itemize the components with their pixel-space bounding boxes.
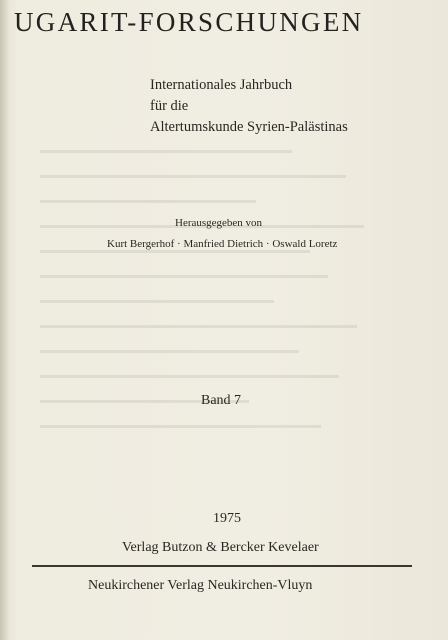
- subtitle-line-2: für die: [150, 98, 189, 114]
- editors-names: Kurt Bergerhof · Manfried Dietrich · Oswald Loretz: [107, 238, 338, 250]
- publisher-secondary: Neukirchener Verlag Neukirchen-Vluyn: [88, 578, 313, 593]
- publisher-primary: Verlag Butzon & Bercker Kevelaer: [122, 540, 319, 555]
- editors-label: Herausgegeben von: [175, 217, 263, 229]
- page-spine-shadow: [0, 0, 10, 640]
- subtitle-line-1: Internationales Jahrbuch: [150, 77, 293, 93]
- bleed-through-texture: [40, 150, 400, 510]
- volume-number: Band 7: [201, 393, 242, 408]
- journal-title: UGARIT-FORSCHUNGEN: [14, 7, 364, 37]
- subtitle-line-3: Altertumskunde Syrien-Palästinas: [150, 119, 348, 135]
- publisher-divider: [32, 565, 412, 567]
- publication-year: 1975: [213, 511, 241, 526]
